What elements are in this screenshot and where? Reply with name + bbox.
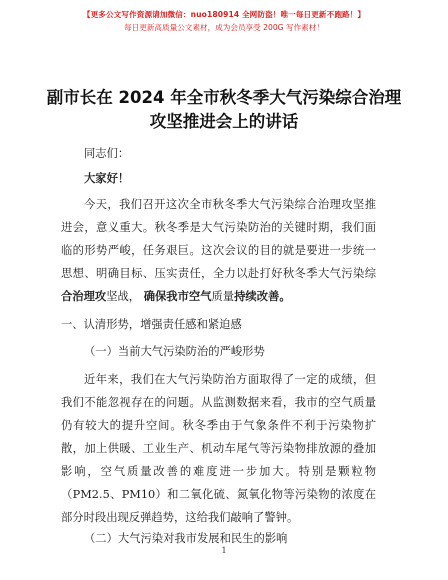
intro-line-2: 进会，意义重大。秋冬季是大气污染防治的关键时期，我们面 <box>61 221 376 234</box>
intro-line-5-bold-a: 合治理攻 <box>61 290 107 303</box>
intro-line-5-bold-b: 确保我市空气 <box>143 290 212 303</box>
title-line-2: 攻坚推进会上的讲话 <box>149 112 299 131</box>
greeting: 大家好！ <box>84 172 130 185</box>
title-line-1: 副市长在 2024 年全市秋冬季大气污染综合治理 <box>46 88 402 107</box>
intro-line-5 <box>61 288 291 304</box>
body-line-1: 近年来，我们在大气污染防治方面取得了一定的成绩，但 <box>84 373 376 386</box>
body-line-3: 仍有较大的提升空间。秋冬季由于气象条件不利于污染物扩 <box>61 419 376 432</box>
section-1-heading: 一、认清形势，增强责任感和紧迫感 <box>61 318 242 331</box>
promo-banner-line-1: 【更多公文写作资源请加微信：nuo180914 全网防盗！唯一每日更新不跑路！】 <box>82 10 366 19</box>
intro-line-4: 思想、明确目标、压实责任，全力以赴打好秋冬季大气污染综 <box>61 267 376 280</box>
body-line-7: 部分时段出现反弹趋势，这给我们敲响了警钟。 <box>61 511 299 524</box>
intro-line-5-bold-d: 改善。 <box>256 290 291 303</box>
intro-line-3: 临的形势严峻，任务艰巨。这次会议的目的就是要进一步统一 <box>61 244 376 257</box>
document-title <box>40 86 408 134</box>
body-line-2: 我们不能忽视存在的问题。从监测数据来看，我市的空气质量 <box>61 396 376 409</box>
body-line-6: （PM2.5、PM10）和二氧化硫、氮氧化物等污染物的浓度在 <box>61 488 376 501</box>
salutation: 同志们： <box>84 147 130 160</box>
section-1-subheading-1: （一）当前大气污染防治的严峻形势 <box>84 345 265 358</box>
section-1-subheading-2: （二）大气污染对我市发展和民生的影响 <box>84 532 288 545</box>
promo-banner-line-2: 每日更新高质量公文素材，成为会员享受 200G 写作素材！ <box>124 23 324 32</box>
intro-line-1: 今天，我们召开这次全市秋冬季大气污染综合治理攻坚推 <box>84 198 376 211</box>
body-line-5: 影响，空气质量改善的难度进一步加大。特别是颗粒物 <box>61 465 376 478</box>
page-number: 1 <box>221 546 227 555</box>
body-line-4: 散，加上供暖、工业生产、机动车尾气等污染物排放源的叠加 <box>61 442 376 455</box>
intro-line-5-bold-c: 持续 <box>234 290 257 303</box>
intro-line-5-normal-b: 质量 <box>211 290 235 303</box>
intro-line-5-normal-a: 坚战， <box>106 290 141 303</box>
